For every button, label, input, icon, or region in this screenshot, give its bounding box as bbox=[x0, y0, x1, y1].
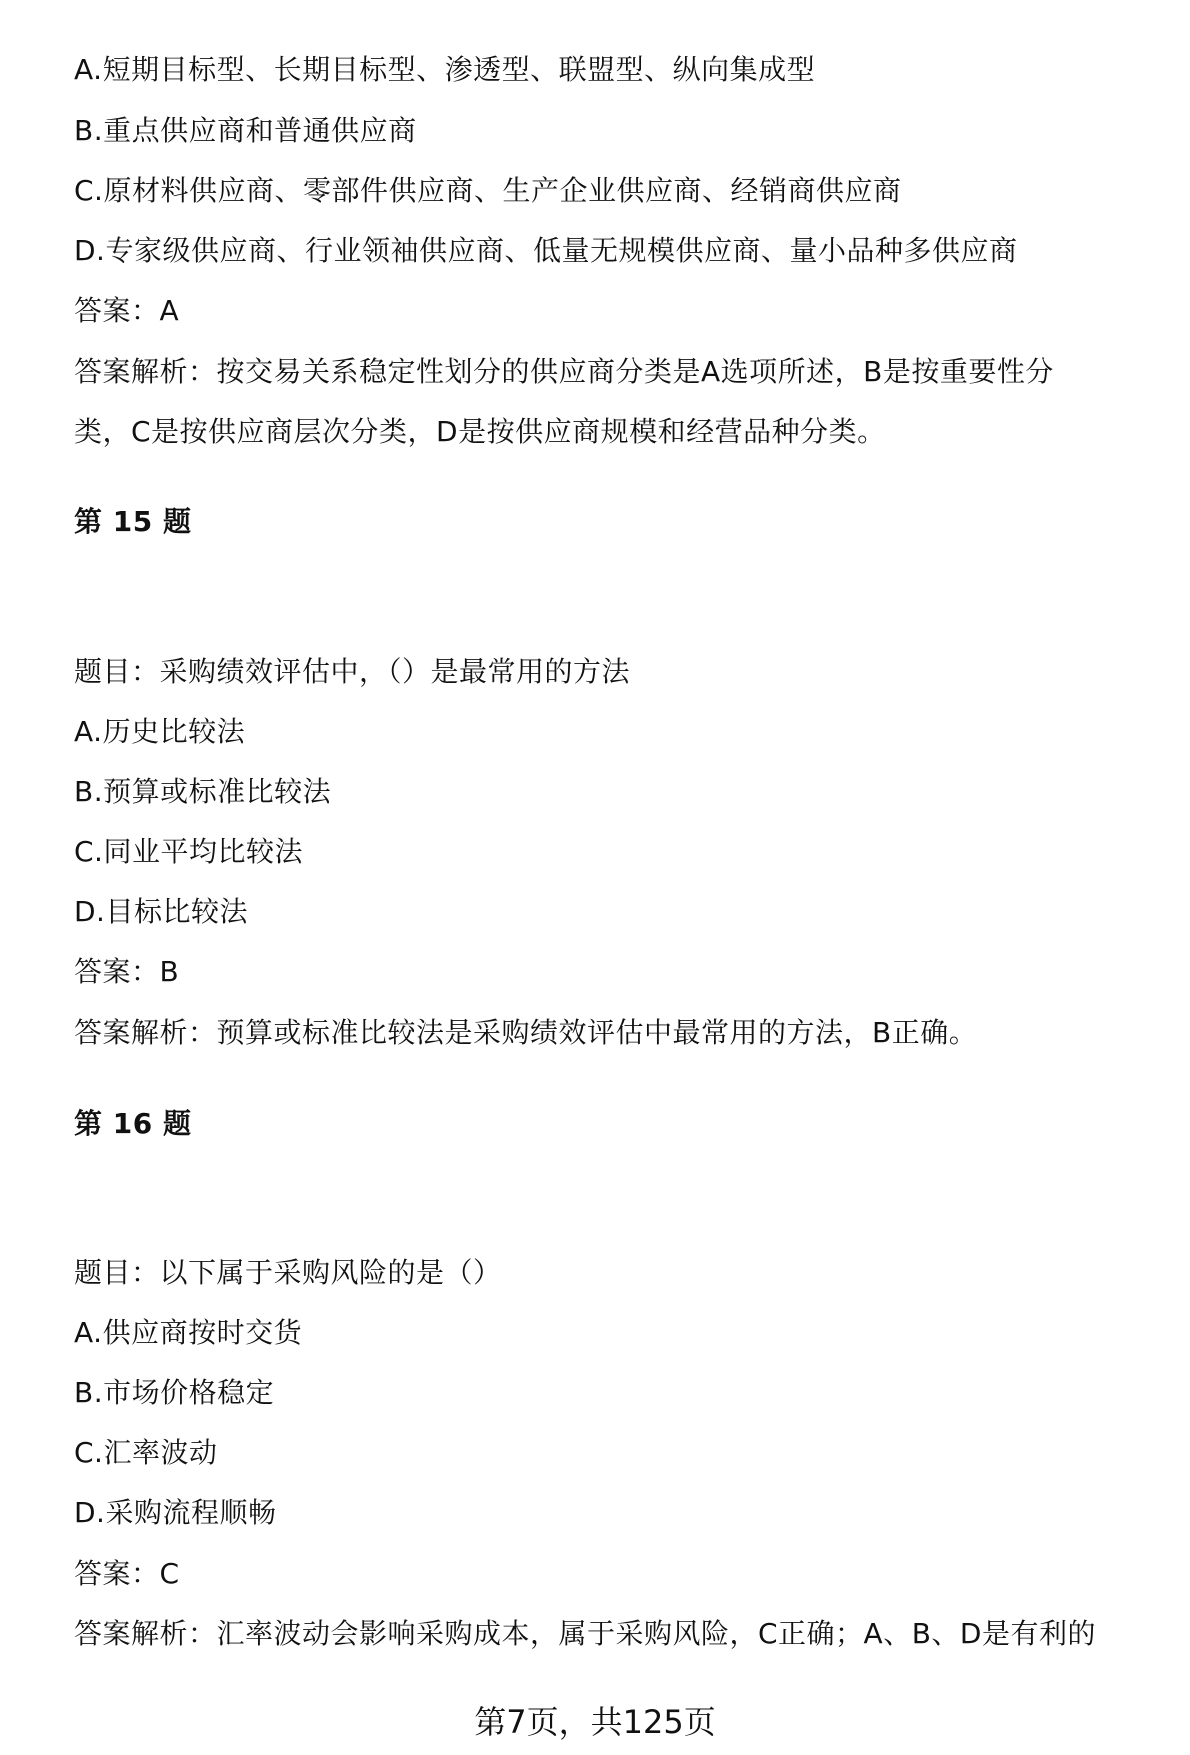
option-c: C.原材料供应商、零部件供应商、生产企业供应商、经销商供应商 bbox=[74, 174, 902, 207]
question-15-option-a: A.历史比较法 bbox=[74, 715, 246, 748]
answer: 答案：A bbox=[74, 294, 180, 327]
option-a: A.短期目标型、长期目标型、渗透型、联盟型、纵向集成型 bbox=[74, 53, 816, 86]
question-16-option-b: B.市场价格稳定 bbox=[74, 1376, 275, 1409]
explanation-line-2: 类，C是按供应商层次分类，D是按供应商规模和经营品种分类。 bbox=[74, 415, 886, 448]
question-16-option-c: C.汇率波动 bbox=[74, 1436, 218, 1469]
explanation-line-1: 答案解析：按交易关系稳定性划分的供应商分类是A选项所述，B是按重要性分 bbox=[74, 355, 1054, 388]
question-15-answer: 答案：B bbox=[74, 955, 180, 988]
question-15-option-b: B.预算或标准比较法 bbox=[74, 775, 332, 808]
question-16-option-d: D.采购流程顺畅 bbox=[74, 1496, 277, 1529]
option-d: D.专家级供应商、行业领袖供应商、低量无规模供应商、量小品种多供应商 bbox=[74, 234, 1018, 267]
option-b: B.重点供应商和普通供应商 bbox=[74, 114, 417, 147]
page-number-footer: 第7页，共125页 bbox=[474, 1703, 716, 1741]
question-15-option-d: D.目标比较法 bbox=[74, 895, 248, 928]
question-16-explanation-line-1: 答案解析：汇率波动会影响采购成本，属于采购风险，C正确；A、B、D是有利的 bbox=[74, 1617, 1096, 1650]
question-16-answer: 答案：C bbox=[74, 1557, 180, 1590]
question-15-text: 题目：采购绩效评估中，（）是最常用的方法 bbox=[74, 655, 631, 688]
question-15-explanation: 答案解析：预算或标准比较法是采购绩效评估中最常用的方法，B正确。 bbox=[74, 1016, 978, 1049]
question-16-heading: 第 16 题 bbox=[74, 1107, 192, 1140]
question-15-option-c: C.同业平均比较法 bbox=[74, 835, 303, 868]
question-16-text: 题目：以下属于采购风险的是（） bbox=[74, 1256, 502, 1289]
question-15-heading: 第 15 题 bbox=[74, 505, 192, 538]
question-16-option-a: A.供应商按时交货 bbox=[74, 1316, 303, 1349]
